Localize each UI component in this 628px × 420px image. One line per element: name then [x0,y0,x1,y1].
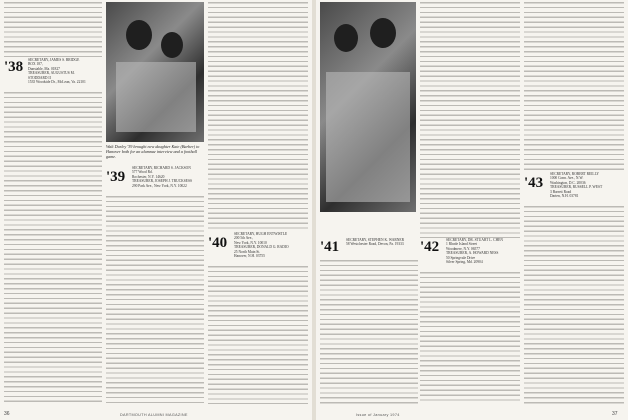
address-line: 577 Wood Rd. [132,170,153,175]
class-number: '38 [4,59,24,75]
class-40-contact [234,232,294,258]
class-38-contact [28,58,88,84]
left-page [0,0,312,420]
class-39-heading [106,170,125,185]
column-text [208,2,308,232]
secretary-name: SECRETARY, JAMES S. BRIDGE [28,58,80,62]
column-text [320,260,418,404]
column-text [106,196,204,404]
class-43-heading [524,176,543,191]
treasurer-name: TREASURER, AUGUSTUS M. STODDARD II [28,71,75,80]
address-line: 58 Westchester Road, Devon, Pa. 19333 [346,242,404,247]
photo-father-daughter [106,2,204,142]
class-number: '42 [420,239,440,255]
address-line: Hanover, N.H. 03755 [234,254,265,259]
address-line: 200 5th Ave., [234,236,254,241]
class-number: '40 [208,235,228,251]
address-line: Woodmere, N.Y. 06577 [446,246,480,251]
address-line: 290 Park Ave., New York, N.Y. 10022 [132,183,187,188]
secretary-name: SECRETARY, DR. STUART L. CHEN [446,238,503,242]
address-line: 50 Springvale Drive [446,255,476,260]
photo-group [320,2,416,212]
issue-date: Issue of January 1974 [356,413,400,417]
column-text [4,92,102,404]
class-41-heading [320,240,339,255]
treasurer-name: TREASURER, A. HOWARD NESS [446,251,499,256]
class-40-heading [208,236,227,251]
secretary-name: SECRETARY, HUGH ENTWISTLE [234,232,288,236]
address-line: 1 Rhode Island Street [446,242,478,247]
address-line: Darien, N.H. 03781 [550,194,579,199]
class-42-heading [420,240,439,255]
class-number: '43 [524,175,544,191]
column-text [420,272,520,404]
column-text [524,2,624,170]
address-line: New York, N.Y. 10010 [234,240,267,245]
page-number: 37 [612,411,618,417]
right-page [316,0,628,420]
address-line: 1000 Conn. Ave., N.W. [550,176,584,181]
treasurer-name: TREASURER, DONALD G. RADIO [234,245,289,250]
address-line: Dunstable, Ma. 01827 [28,66,60,71]
address-line: Silver Spring, Md. 20904 [446,260,483,265]
secretary-name: SECRETARY, ROBERT REILLY [550,172,600,176]
class-39-contact [132,166,192,188]
magazine-title: DARTMOUTH ALUMNI MAGAZINE [120,413,188,417]
page-number: 36 [4,411,10,417]
class-41-contact [346,238,416,247]
column-text [420,2,520,238]
class-43-contact [550,172,610,198]
photo-caption: Walt Durley '39 brought new daughter Kate (Barber) to Hanover both for an alumnae interview and a football game. [106,144,200,159]
address-line: Washington, D.C. 20036 [550,180,586,185]
class-number: '39 [106,169,126,185]
column-text [524,206,624,404]
column-text [4,2,102,57]
address-line: Rochester, N.Y. 14620 [132,174,165,179]
class-42-contact [446,238,506,264]
address-line: 3 Barrett Road [550,189,572,194]
class-number: '41 [320,239,340,255]
secretary-name: SECRETARY, STEPHEN K. WARNER [346,238,404,242]
address-line: 25 North Main St. [234,249,261,254]
treasurer-name: TREASURER, JOSEPH J. TRUCKSESS [132,179,192,184]
treasurer-name: TREASURER, RUSSELL P. WEST [550,185,603,190]
address-line: 1535 Woodside Dr., McLean, Va. 22101 [28,80,86,85]
secretary-name: SECRETARY, RICHARD S. JACKSON [132,166,191,170]
column-text [208,266,308,404]
class-38-heading [4,60,23,75]
address-line: BOX 187, [28,62,43,67]
